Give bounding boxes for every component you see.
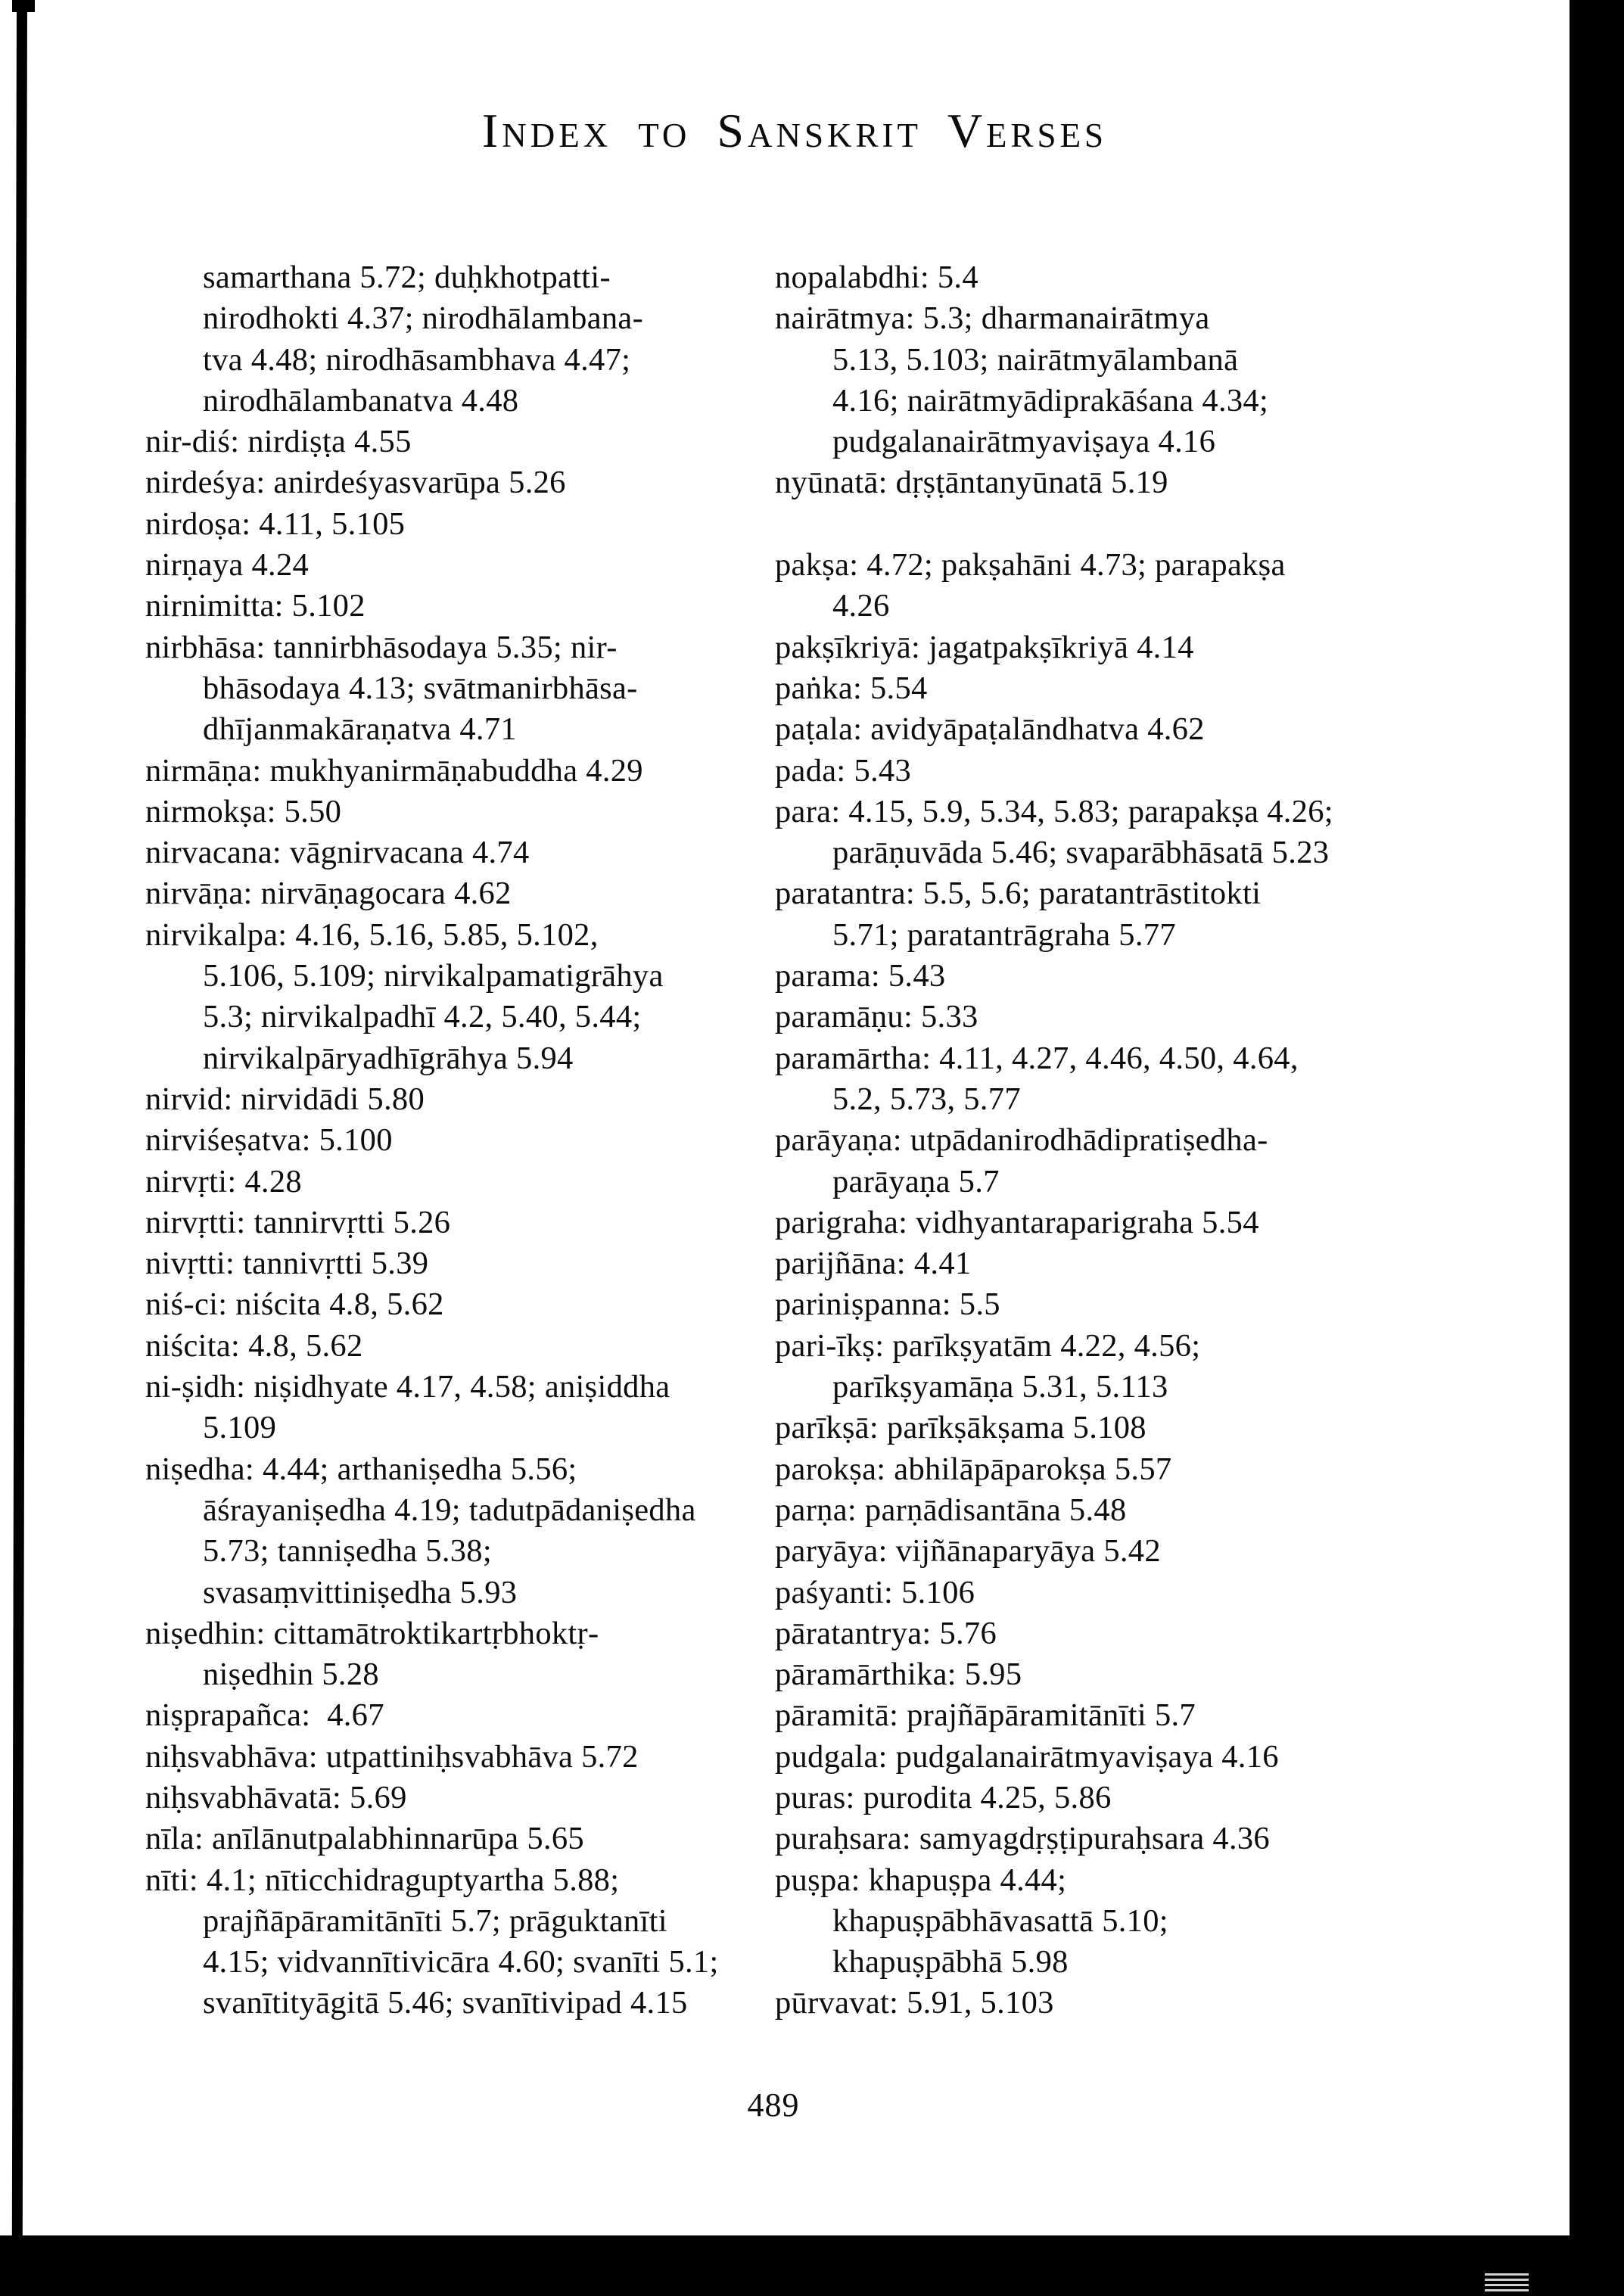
index-column-left — [145, 257, 789, 2024]
index-line: pariniṣpanna: 5.5 — [775, 1286, 1000, 1323]
scan-edge-left — [12, 0, 27, 2240]
index-line: 5.106, 5.109; nirvikalpamatigrāhya — [203, 958, 664, 994]
index-line: nirvacana: vāgnirvacana 4.74 — [145, 835, 530, 871]
index-line: nīti: 4.1; nīticchidraguptyartha 5.88; — [145, 1862, 620, 1898]
index-line — [775, 504, 1418, 545]
index-line: paṅka: 5.54 — [775, 670, 928, 706]
index-line: niścita: 4.8, 5.62 — [145, 1327, 363, 1364]
index-line: nivṛtti: tannivṛtti 5.39 — [145, 1246, 429, 1282]
index-line: puraḥsara: samyagdṛṣṭipuraḥsara 4.36 — [775, 1821, 1270, 1857]
index-line: paramārtha: 4.11, 4.27, 4.46, 4.50, 4.64, — [775, 1040, 1299, 1076]
index-line: 5.109 — [203, 1410, 277, 1446]
index-line: nirnimitta: 5.102 — [145, 588, 366, 624]
index-line: nirvṛtti: tannirvṛtti 5.26 — [145, 1204, 451, 1240]
index-line: parāṇuvāda 5.46; svaparābhāsatā 5.23 — [832, 835, 1330, 871]
index-line: pada: 5.43 — [775, 752, 912, 789]
index-line: svanītityāgitā 5.46; svanītivipad 4.15 — [203, 1985, 688, 2021]
index-line: nirdeśya: anirdeśyasvarūpa 5.26 — [145, 465, 566, 501]
index-line: nirdoṣa: 4.11, 5.105 — [145, 506, 406, 542]
index-line: ni-ṣidh: niṣidhyate 4.17, 4.58; aniṣiddha — [145, 1369, 670, 1405]
index-line: 5.3; nirvikalpadhī 4.2, 5.40, 5.44; — [203, 999, 642, 1035]
index-line: pakṣīkriyā: jagatpakṣīkriyā 4.14 — [775, 629, 1194, 665]
index-line: niṣedhin: cittamātroktikartṛbhoktṛ- — [145, 1615, 599, 1651]
index-line: āśrayaniṣedha 4.19; tadutpādaniṣedha — [203, 1492, 696, 1528]
index-line: svasaṃvittiniṣedha 5.93 — [203, 1574, 518, 1610]
index-line: nirvāṇa: nirvāṇagocara 4.62 — [145, 876, 512, 912]
index-line: bhāsodaya 4.13; svātmanirbhāsa- — [203, 670, 638, 706]
index-line: nirodhālambanatva 4.48 — [203, 382, 519, 418]
scan-artifact-stripes — [1485, 2270, 1529, 2294]
index-line: para: 4.15, 5.9, 5.34, 5.83; parapakṣa 4.26; — [775, 793, 1333, 829]
index-line: nirvṛti: 4.28 — [145, 1163, 302, 1199]
index-line: parīkṣyamāṇa 5.31, 5.113 — [832, 1369, 1168, 1405]
index-line: parama: 5.43 — [775, 958, 946, 994]
index-line: nirṇaya 4.24 — [145, 547, 310, 583]
index-line: niś-ci: niścita 4.8, 5.62 — [145, 1286, 444, 1323]
index-line: niḥsvabhāva: utpattiniḥsvabhāva 5.72 — [145, 1738, 639, 1775]
index-line: nīla: anīlānutpalabhinnarūpa 5.65 — [145, 1821, 584, 1857]
index-line: nirmāṇa: mukhyanirmāṇabuddha 4.29 — [145, 752, 643, 789]
index-line: nopalabdhi: 5.4 — [775, 260, 978, 295]
index-line: nirmokṣa: 5.50 — [145, 793, 342, 829]
index-line: 5.13, 5.103; nairātmyālambanā — [832, 341, 1239, 378]
index-line: 4.15; vidvannītivicāra 4.60; svanīti 5.1; — [203, 1944, 719, 1980]
index-line: 4.16; nairātmyādiprakāśana 4.34; — [832, 382, 1269, 418]
index-line: parṇa: parṇādisantāna 5.48 — [775, 1492, 1127, 1528]
index-line: parijñāna: 4.41 — [775, 1246, 972, 1282]
index-line: pakṣa: 4.72; pakṣahāni 4.73; parapakṣa — [775, 547, 1286, 583]
index-line: paryāya: vijñānaparyāya 5.42 — [775, 1533, 1161, 1570]
index-line: pari-īkṣ: parīkṣyatām 4.22, 4.56; — [775, 1327, 1201, 1364]
index-line: samarthana 5.72; duḥkhotpatti- — [203, 260, 611, 295]
index-line: tva 4.48; nirodhāsambhava 4.47; — [203, 341, 631, 378]
scan-edge-left-tick — [12, 0, 35, 12]
index-line: niṣedhin 5.28 — [203, 1657, 379, 1693]
index-line: nirodhokti 4.37; nirodhālambana- — [203, 300, 644, 337]
index-line: niṣedha: 4.44; arthaniṣedha 5.56; — [145, 1451, 577, 1487]
index-line: parokṣa: abhilāpāparokṣa 5.57 — [775, 1451, 1172, 1487]
index-line: puṣpa: khapuṣpa 4.44; — [775, 1862, 1067, 1898]
index-line: pāramitā: prajñāpāramitānīti 5.7 — [775, 1697, 1196, 1734]
index-line: parāyaṇa: utpādanirodhādipratiṣedha- — [775, 1122, 1268, 1159]
index-line: khapuṣpābhā 5.98 — [832, 1944, 1069, 1980]
index-line: pudgalanairātmyaviṣaya 4.16 — [832, 424, 1216, 460]
index-line: puras: purodita 4.25, 5.86 — [775, 1779, 1112, 1815]
index-line: pūrvavat: 5.91, 5.103 — [775, 1985, 1054, 2021]
page-title: Index to Sanskrit Verses — [481, 104, 1108, 157]
index-line: nirvikalpa: 4.16, 5.16, 5.85, 5.102, — [145, 916, 599, 953]
index-line: nairātmya: 5.3; dharmanairātmya — [775, 300, 1210, 337]
index-line: dhījanmakāraṇatva 4.71 — [203, 711, 517, 748]
index-line: niḥsvabhāvatā: 5.69 — [145, 1779, 407, 1815]
index-line: paramāṇu: 5.33 — [775, 999, 978, 1035]
index-line: 5.73; tanniṣedha 5.38; — [203, 1533, 492, 1570]
index-line: parāyaṇa 5.7 — [832, 1163, 1000, 1199]
index-line: pāratantrya: 5.76 — [775, 1615, 997, 1651]
index-column-right — [775, 257, 1418, 2024]
index-line: paśyanti: 5.106 — [775, 1574, 975, 1610]
index-line: 5.2, 5.73, 5.77 — [832, 1081, 1021, 1117]
index-line: prajñāpāramitānīti 5.7; prāguktanīti — [203, 1902, 667, 1939]
index-line: niṣprapañca: 4.67 — [145, 1697, 384, 1734]
index-line: pudgala: pudgalanairātmyaviṣaya 4.16 — [775, 1738, 1279, 1775]
index-line: nir-diś: nirdiṣṭa 4.55 — [145, 424, 412, 460]
index-line: nyūnatā: dṛṣṭāntanyūnatā 5.19 — [775, 465, 1168, 501]
index-line: paratantra: 5.5, 5.6; paratantrāstitokti — [775, 876, 1262, 912]
index-line: paṭala: avidyāpaṭalāndhatva 4.62 — [775, 711, 1205, 748]
scan-edge-right — [1570, 0, 1624, 2296]
index-line: 5.71; paratantrāgraha 5.77 — [832, 916, 1176, 953]
index-line: pāramārthika: 5.95 — [775, 1657, 1022, 1693]
index-line: 4.26 — [832, 588, 890, 624]
index-line: khapuṣpābhāvasattā 5.10; — [832, 1902, 1168, 1939]
index-line: nirvid: nirvidādi 5.80 — [145, 1081, 425, 1117]
page-number: 489 — [747, 2086, 800, 2123]
index-line: nirviśeṣatva: 5.100 — [145, 1122, 393, 1159]
index-line: nirbhāsa: tannirbhāsodaya 5.35; nir- — [145, 629, 618, 665]
index-line: parīkṣā: parīkṣākṣama 5.108 — [775, 1410, 1146, 1446]
index-line: parigraha: vidhyantaraparigraha 5.54 — [775, 1204, 1259, 1240]
index-line: nirvikalpāryadhīgrāhya 5.94 — [203, 1040, 574, 1076]
scan-edge-bottom — [0, 2235, 1624, 2296]
